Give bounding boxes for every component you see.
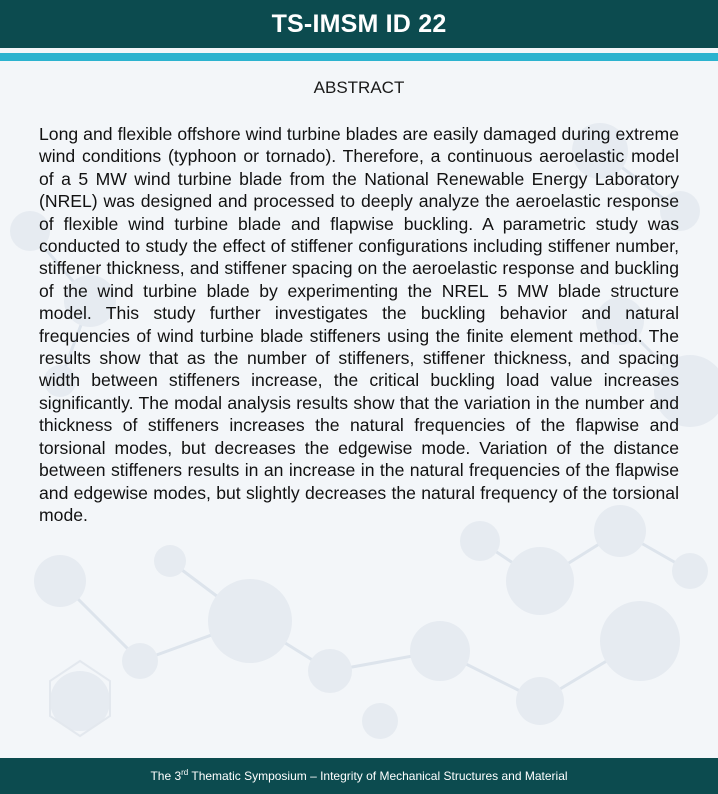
footer-ordinal-suffix: rd <box>181 768 189 777</box>
footer-text-suffix: Thematic Symposium – Integrity of Mechanical Structures and Material <box>188 769 568 783</box>
abstract-heading: ABSTRACT <box>313 78 405 97</box>
footer-text-prefix: The 3 <box>150 769 182 783</box>
accent-stripe <box>0 53 718 61</box>
footer-bar <box>0 758 718 794</box>
footer-text <box>150 769 567 783</box>
header-bar <box>0 0 718 48</box>
abstract-body: Long and flexible offshore wind turbine blades are easily damaged during extreme wind conditions (typhoon or tornado). Therefore, a continuous aeroelastic model of a 5 MW wind turbine blade from the National Renewable Energy Laboratory (NREL) was designed and processed to deeply analyze the aeroelastic response of flexible wind turbine blade and flapwise buckling. A parametric study was conducted to study the effect of stiffener configurations including stiffener number, stiffener thickness, and stiffener spacing on the aeroelastic response and buckling of the wind turbine blade by experimenting the NREL 5 MW blade structure model. This study further investigates the buckling behavior and natural frequencies of wind turbine blade stiffeners using the finite element method. The results show that as the number of stiffeners, stiffener thickness, and spacing width between stiffeners increase, the critical buckling load value increases significantly. The modal analysis results show that the variation in the number and thickness of stiffeners increases the natural frequencies of the flapwise and torsional modes, but decreases the edgewise mode. Variation of the distance between stiffeners results in an increase in the natural frequencies of the flapwise and edgewise modes, but slightly decreases the natural frequency of the torsional mode. <box>39 124 679 525</box>
page-title: TS-IMSM ID 22 <box>271 9 447 38</box>
